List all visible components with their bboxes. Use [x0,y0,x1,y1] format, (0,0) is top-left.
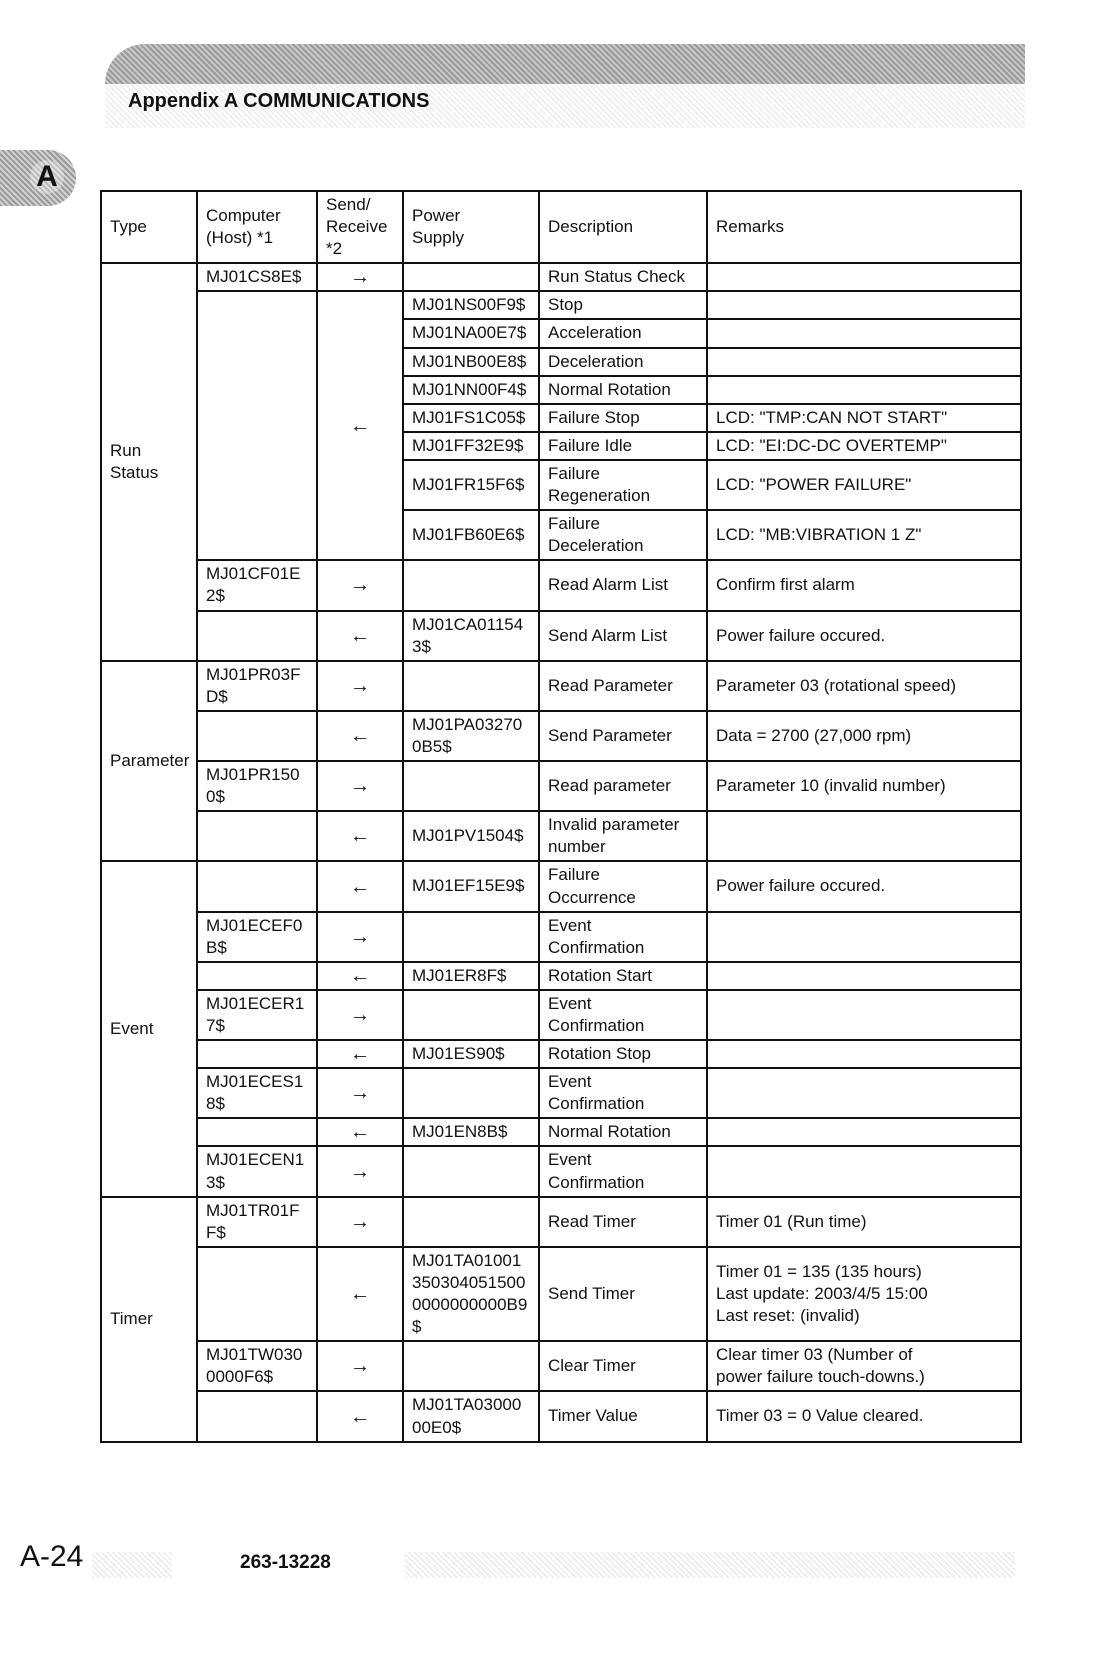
host-command [197,962,317,990]
header-band [105,44,1025,84]
host-command [197,611,317,661]
host-command: MJ01CF01E 2$ [197,560,317,610]
table-row [101,1040,1021,1068]
remarks [707,348,1021,376]
description: Read Timer [539,1197,707,1247]
host-command: MJ01PR150 0$ [197,761,317,811]
table-row [101,1247,1021,1341]
description: Event Confirmation [539,1146,707,1196]
description: Send Timer [539,1247,707,1341]
host-command [197,861,317,911]
description: Failure Stop [539,404,707,432]
power-supply-response: MJ01TA03000 00E0$ [403,1391,539,1441]
type-cell-run-status: Run Status [101,263,197,660]
table-row [101,661,1021,711]
remarks: LCD: "POWER FAILURE" [707,460,1021,510]
direction-arrow: ← [317,1040,403,1068]
host-command: MJ01PR03F D$ [197,661,317,711]
host-command [197,1247,317,1341]
host-command: MJ01ECEF0 B$ [197,912,317,962]
power-supply-response: MJ01NB00E8$ [403,348,539,376]
remarks: Timer 03 = 0 Value cleared. [707,1391,1021,1441]
description: Failure Occurrence [539,861,707,911]
description: Invalid parameter number [539,811,707,861]
direction-arrow: ← [317,1391,403,1441]
remarks: Parameter 03 (rotational speed) [707,661,1021,711]
remarks [707,376,1021,404]
power-supply-response [403,761,539,811]
header-power-supply: Power Supply [403,191,539,263]
header-send-receive: Send/ Receive *2 [317,191,403,263]
power-supply-response: MJ01ES90$ [403,1040,539,1068]
power-supply-response [403,1341,539,1391]
description: Normal Rotation [539,1118,707,1146]
header-computer-host: Computer (Host) *1 [197,191,317,263]
table-row [101,990,1021,1040]
power-supply-response: MJ01NS00F9$ [403,291,539,319]
description: Failure Regeneration [539,460,707,510]
host-command [197,1391,317,1441]
power-supply-response: MJ01CA01154 3$ [403,611,539,661]
footer-band [92,1552,172,1578]
host-command [197,291,317,560]
power-supply-response: MJ01NA00E7$ [403,319,539,347]
remarks: Timer 01 (Run time) [707,1197,1021,1247]
footer-band [405,1552,1015,1578]
remarks: Parameter 10 (invalid number) [707,761,1021,811]
remarks: Data = 2700 (27,000 rpm) [707,711,1021,761]
power-supply-response [403,1197,539,1247]
direction-arrow: → [317,990,403,1040]
description: Acceleration [539,319,707,347]
power-supply-response [403,1068,539,1118]
remarks: Confirm first alarm [707,560,1021,610]
table-row [101,761,1021,811]
direction-arrow: → [317,1341,403,1391]
power-supply-response: MJ01PA03270 0B5$ [403,711,539,761]
power-supply-response: MJ01PV1504$ [403,811,539,861]
direction-arrow: → [317,1146,403,1196]
remarks [707,291,1021,319]
direction-arrow: ← [317,711,403,761]
description: Send Alarm List [539,611,707,661]
remarks [707,912,1021,962]
direction-arrow: → [317,263,403,291]
table-row [101,912,1021,962]
description: Send Parameter [539,711,707,761]
power-supply-response: MJ01FF32E9$ [403,432,539,460]
remarks [707,962,1021,990]
table-row [101,1197,1021,1247]
power-supply-response: MJ01TA01001 350304051500 0000000000B9 $ [403,1247,539,1341]
page-title: Appendix A COMMUNICATIONS [128,90,430,112]
type-cell-timer: Timer [101,1197,197,1442]
host-command: MJ01CS8E$ [197,263,317,291]
table-row [101,811,1021,861]
table-row [101,1341,1021,1391]
description: Deceleration [539,348,707,376]
type-cell-event: Event [101,861,197,1196]
description: Clear Timer [539,1341,707,1391]
remarks: Timer 01 = 135 (135 hours) Last update: 2003/4/5 15:00 Last reset: (invalid) [707,1247,1021,1341]
header-type: Type [101,191,197,263]
page-number: A-24 [20,1540,84,1573]
description: Read Parameter [539,661,707,711]
power-supply-response: MJ01EN8B$ [403,1118,539,1146]
description: Rotation Start [539,962,707,990]
direction-arrow: ← [317,1118,403,1146]
direction-arrow: → [317,912,403,962]
description: Run Status Check [539,263,707,291]
power-supply-response [403,560,539,610]
direction-arrow: ← [317,1247,403,1341]
host-command: MJ01ECEN1 3$ [197,1146,317,1196]
table-row [101,560,1021,610]
direction-arrow: ← [317,811,403,861]
remarks [707,1040,1021,1068]
remarks: LCD: "EI:DC-DC OVERTEMP" [707,432,1021,460]
direction-arrow: → [317,761,403,811]
remarks [707,811,1021,861]
direction-arrow: ← [317,962,403,990]
remarks: LCD: "TMP:CAN NOT START" [707,404,1021,432]
host-command: MJ01TW030 0000F6$ [197,1341,317,1391]
direction-arrow: ← [317,611,403,661]
host-command: MJ01TR01F F$ [197,1197,317,1247]
header-remarks: Remarks [707,191,1021,263]
description: Timer Value [539,1391,707,1441]
table-header-row [101,191,1021,263]
host-command [197,1040,317,1068]
description: Stop [539,291,707,319]
remarks [707,319,1021,347]
remarks [707,1118,1021,1146]
direction-arrow: → [317,1068,403,1118]
remarks: Power failure occured. [707,611,1021,661]
direction-arrow: → [317,1197,403,1247]
table-row [101,861,1021,911]
remarks [707,263,1021,291]
power-supply-response: MJ01FS1C05$ [403,404,539,432]
table-row [101,962,1021,990]
table-row [101,263,1021,291]
power-supply-response: MJ01FB60E6$ [403,510,539,560]
power-supply-response [403,1146,539,1196]
table-row [101,1391,1021,1441]
remarks: Power failure occured. [707,861,1021,911]
power-supply-response: MJ01NN00F4$ [403,376,539,404]
description: Failure Idle [539,432,707,460]
table-row [101,291,1021,319]
description: Read parameter [539,761,707,811]
remarks [707,1146,1021,1196]
power-supply-response [403,912,539,962]
power-supply-response [403,990,539,1040]
table-row [101,1118,1021,1146]
table-row [101,711,1021,761]
table-row [101,1068,1021,1118]
host-command [197,811,317,861]
description: Event Confirmation [539,912,707,962]
remarks [707,990,1021,1040]
appendix-tab-letter: A [30,160,64,194]
power-supply-response: MJ01FR15F6$ [403,460,539,510]
host-command: MJ01ECES1 8$ [197,1068,317,1118]
type-cell-parameter: Parameter [101,661,197,862]
host-command [197,1118,317,1146]
remarks: Clear timer 03 (Number of power failure touch-downs.) [707,1341,1021,1391]
document-number: 263-13228 [240,1552,331,1573]
direction-arrow: ← [317,291,403,560]
description: Normal Rotation [539,376,707,404]
power-supply-response: MJ01ER8F$ [403,962,539,990]
table-row [101,611,1021,661]
description: Read Alarm List [539,560,707,610]
description: Event Confirmation [539,1068,707,1118]
communications-table [100,190,1022,1443]
host-command: MJ01ECER1 7$ [197,990,317,1040]
host-command [197,711,317,761]
direction-arrow: → [317,661,403,711]
description: Rotation Stop [539,1040,707,1068]
remarks: LCD: "MB:VIBRATION 1 Z" [707,510,1021,560]
direction-arrow: → [317,560,403,610]
power-supply-response: MJ01EF15E9$ [403,861,539,911]
direction-arrow: ← [317,861,403,911]
power-supply-response [403,263,539,291]
header-description: Description [539,191,707,263]
description: Event Confirmation [539,990,707,1040]
table-row [101,1146,1021,1196]
power-supply-response [403,661,539,711]
description: Failure Deceleration [539,510,707,560]
remarks [707,1068,1021,1118]
